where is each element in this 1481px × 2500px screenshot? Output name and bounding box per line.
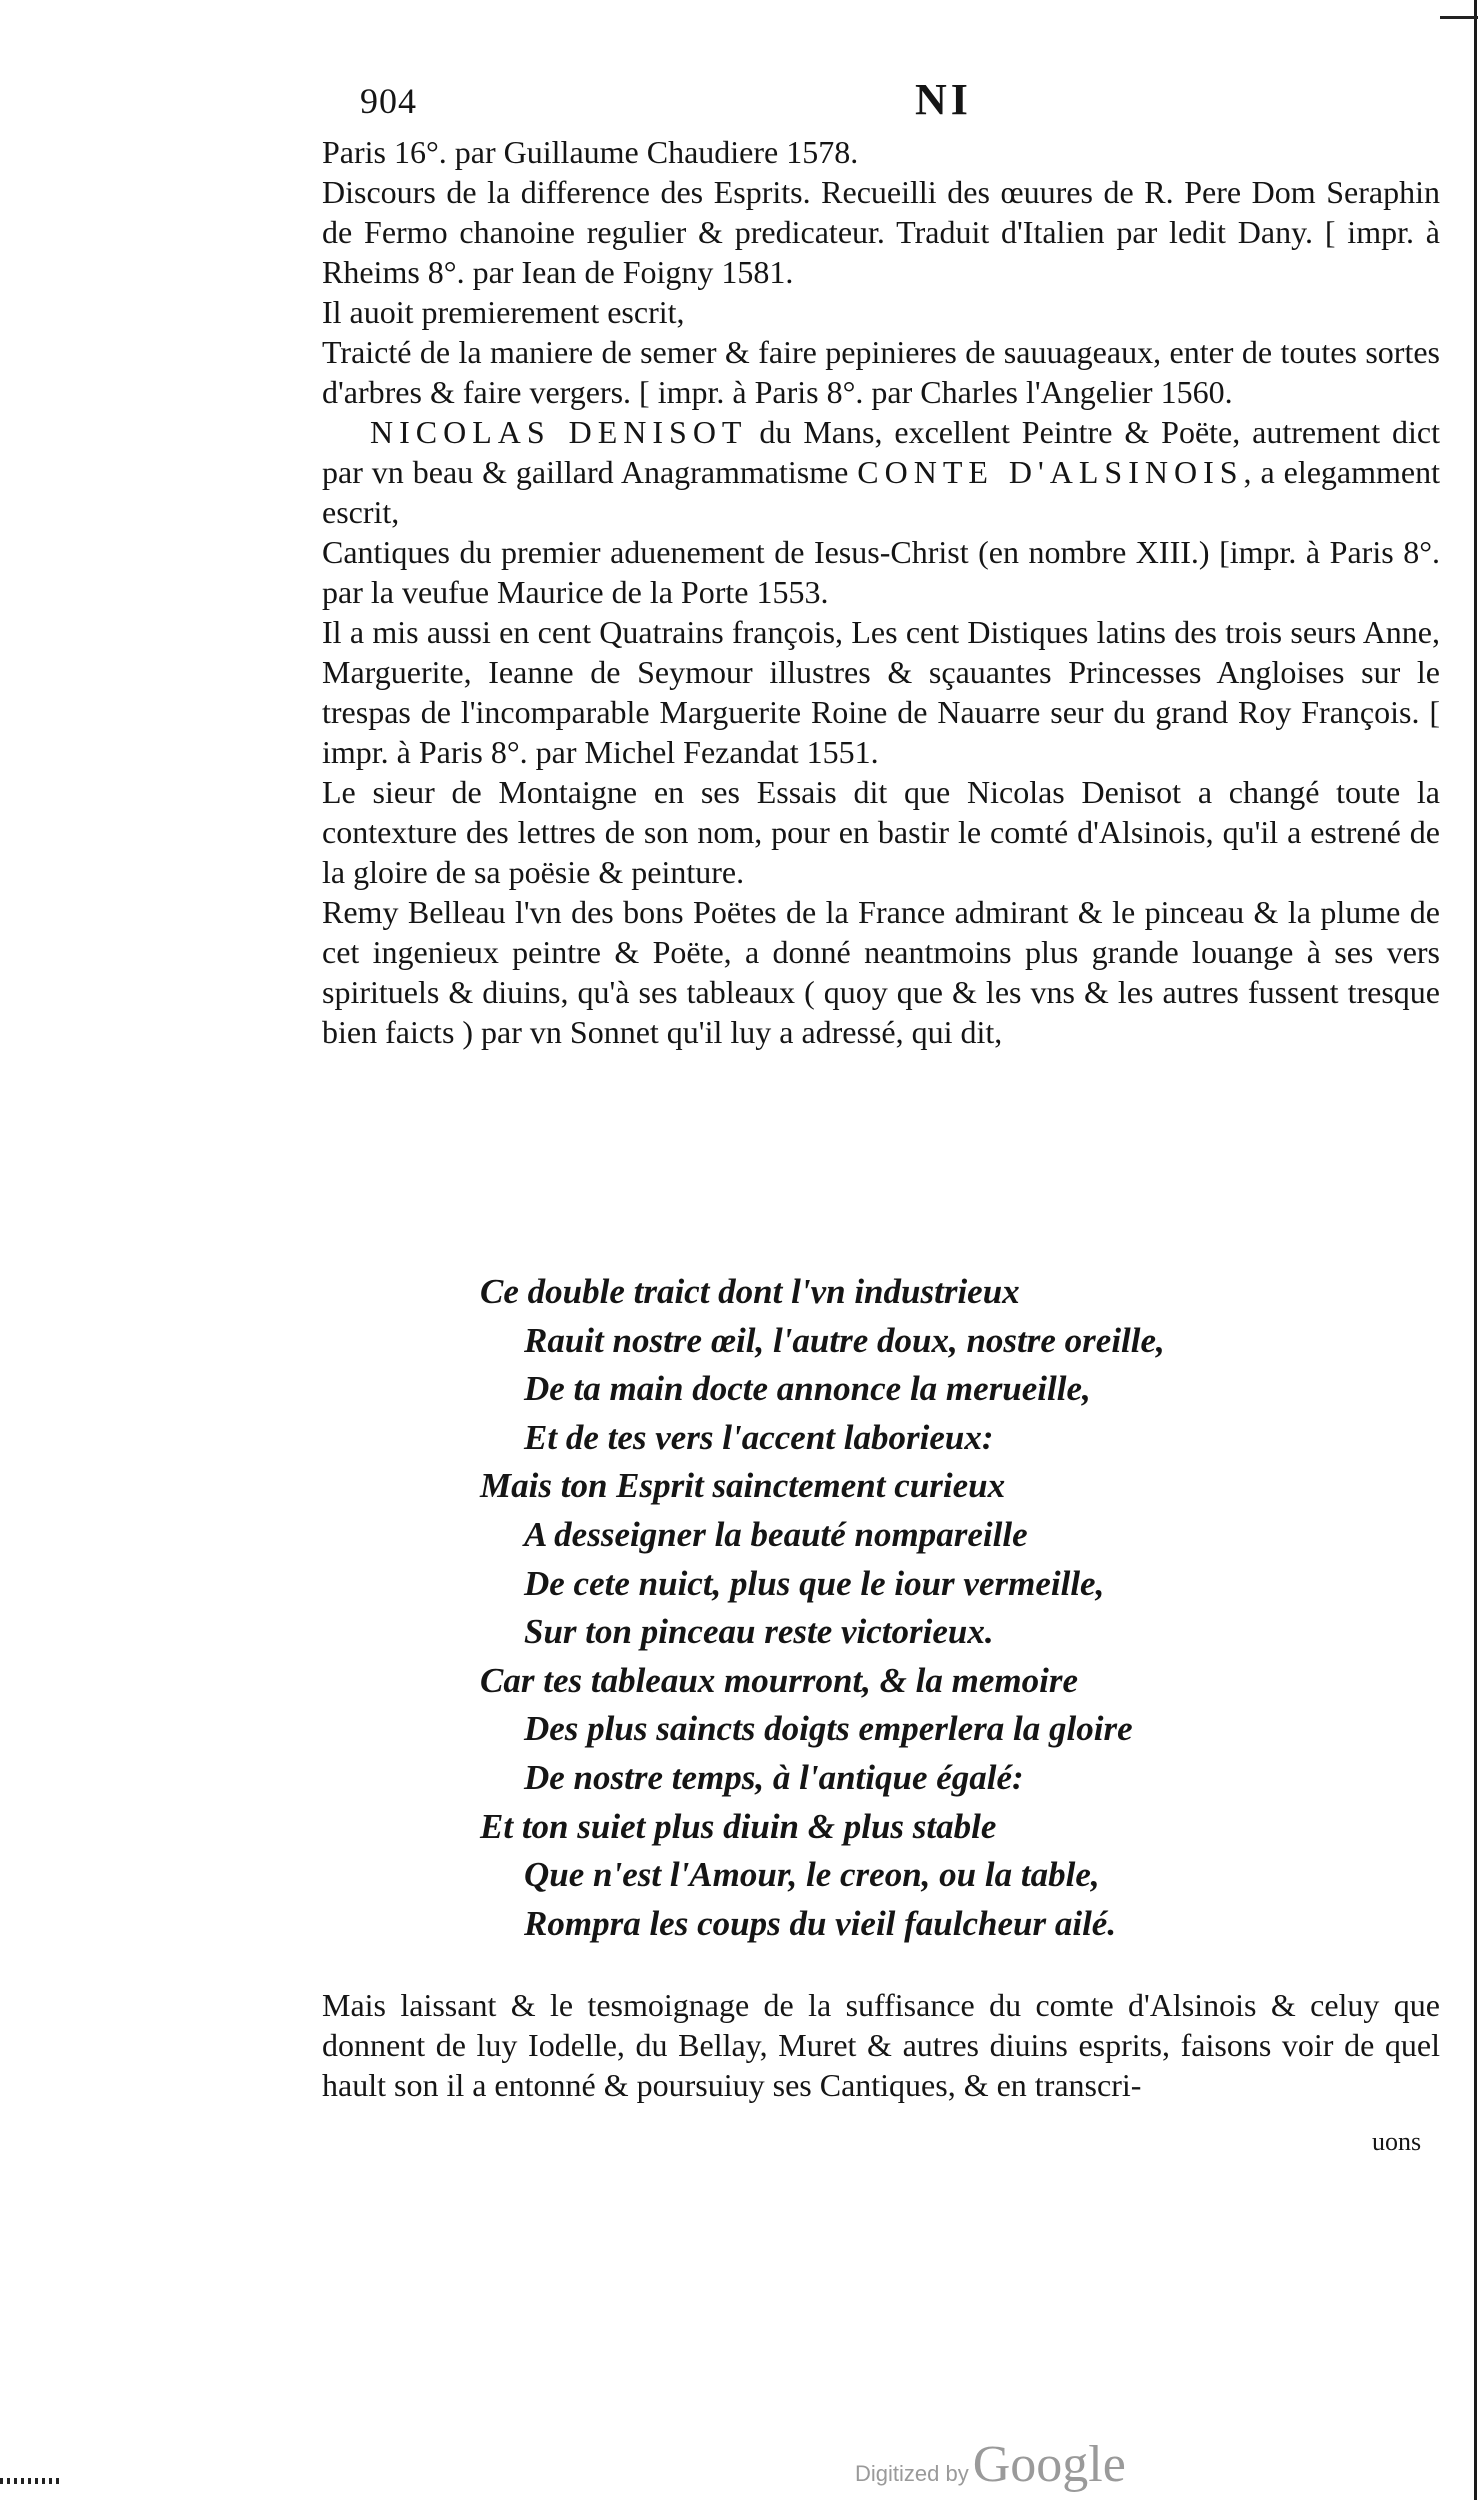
sonnet-line: Et ton suiet plus diuin & plus stable bbox=[480, 1806, 997, 1846]
author-anagram: CONTE D'ALSINOIS bbox=[857, 454, 1244, 490]
paragraph-10: Mais laissant & le tesmoignage de la suffisance du comte d'Alsinois & celuy que donnent de luy Iodelle, du Bellay, Muret & autres diuins esprits, faisons voir de quel hault son il a entonné & poursuiuy ses Cantiques, & en transcri- bbox=[322, 1987, 1440, 2103]
corner-mark bbox=[1440, 16, 1478, 19]
sonnet-line: Rompra les coups du vieil faulcheur ailé. bbox=[524, 1903, 1117, 1943]
paragraph-9: Remy Belleau l'vn des bons Poëtes de la France admirant & le pinceau & la plume de cet ingenieux peintre & Poëte, a donné neantmoins plus grande louange à ses vers spirituels & diuins, qu'à ses tableaux ( quoy que & les vns & les autres fussent tresque bien faicts ) par vn Sonnet qu'il luy a adressé, qui dit, bbox=[322, 894, 1440, 1050]
page-header bbox=[360, 75, 1360, 130]
watermark-prefix: Digitized by bbox=[855, 2461, 969, 2486]
page-edge-line bbox=[1474, 0, 1477, 2500]
paragraph-3: Il auoit premierement escrit, bbox=[322, 294, 685, 330]
catchword: uons bbox=[1372, 2127, 1422, 2156]
sonnet-line: Que n'est l'Amour, le creon, ou la table, bbox=[524, 1855, 1100, 1895]
sonnet-line: Sur ton pinceau reste victorieux. bbox=[524, 1612, 994, 1652]
running-head: NI bbox=[915, 75, 972, 124]
paragraph-1: Paris 16°. par Guillaume Chaudiere 1578. bbox=[322, 134, 859, 170]
paragraph-6: Cantiques du premier aduenement de Iesus-Christ (en nombre XIII.) [impr. à Paris 8°. par la veufue Maurice de la Porte 1553. bbox=[322, 534, 1440, 610]
paragraph-4: Traicté de la maniere de semer & faire pepinieres de sauuageaux, enter de toutes sortes d'arbres & faire vergers. [ impr. à Paris 8°. par Charles l'Angelier 1560. bbox=[322, 334, 1440, 410]
paragraph-5 bbox=[322, 412, 1440, 532]
author-intro-end: , a elegamment escrit, bbox=[322, 454, 1441, 530]
sonnet-line: De nostre temps, à l'antique égalé: bbox=[524, 1757, 1024, 1797]
author-name: NICOLAS DENISOT bbox=[370, 414, 748, 450]
sonnet-line: Et de tes vers l'accent laborieux: bbox=[524, 1417, 994, 1457]
sonnet-line: Ce double traict dont l'vn industrieux bbox=[480, 1272, 1020, 1311]
sonnet-line: De ta main docte annonce la merueille, bbox=[524, 1369, 1091, 1409]
sonnet-line: Des plus saincts doigts emperlera la gloire bbox=[524, 1709, 1133, 1749]
sonnet-line: Mais ton Esprit sainctement curieux bbox=[480, 1466, 1006, 1506]
sonnet bbox=[480, 1268, 1380, 1948]
sonnet-line: A desseigner la beauté nompareille bbox=[524, 1514, 1028, 1554]
sonnet-line: Rauit nostre œil, l'autre doux, nostre oreille, bbox=[524, 1320, 1165, 1360]
closing-text bbox=[322, 1985, 1440, 2105]
paragraph-2: Discours de la difference des Esprits. Recueilli des œuures de R. Pere Dom Seraphin de Fermo chanoine regulier & predicateur. Traduit d'Italien par ledit Dany. [ impr. à Rheims 8°. par Iean de Foigny 1581. bbox=[322, 174, 1440, 290]
author-intro: du Mans, excellent Peintre & Poëte, autrement dict par vn beau & gaillard Anagrammatisme bbox=[322, 414, 1441, 490]
paragraph-7: Il a mis aussi en cent Quatrains françois, Les cent Distiques latins des trois seurs Anne, Marguerite, Ieanne de Seymour illustres & sçauantes Princesses Angloises sur le trespas de l'incomparable Marguerite Roine de Nauarre seur du grand Roy François. [ impr. à Paris 8°. par Michel Fezandat 1551. bbox=[322, 614, 1440, 770]
main-text bbox=[322, 132, 1440, 1052]
watermark-brand: Google bbox=[972, 2436, 1126, 2493]
paragraph-8: Le sieur de Montaigne en ses Essais dit que Nicolas Denisot a changé toute la contexture des lettres de son nom, pour en bastir le comté d'Alsinois, qu'il a estrené de la gloire de sa poësie & peinture. bbox=[322, 774, 1440, 890]
sonnet-line: De cete nuict, plus que le iour vermeille, bbox=[524, 1563, 1105, 1603]
bottom-edge-mark bbox=[0, 2478, 60, 2484]
google-watermark bbox=[855, 2435, 1126, 2494]
page-number: 904 bbox=[360, 81, 417, 121]
sonnet-line: Car tes tableaux mourront, & la memoire bbox=[480, 1660, 1078, 1700]
